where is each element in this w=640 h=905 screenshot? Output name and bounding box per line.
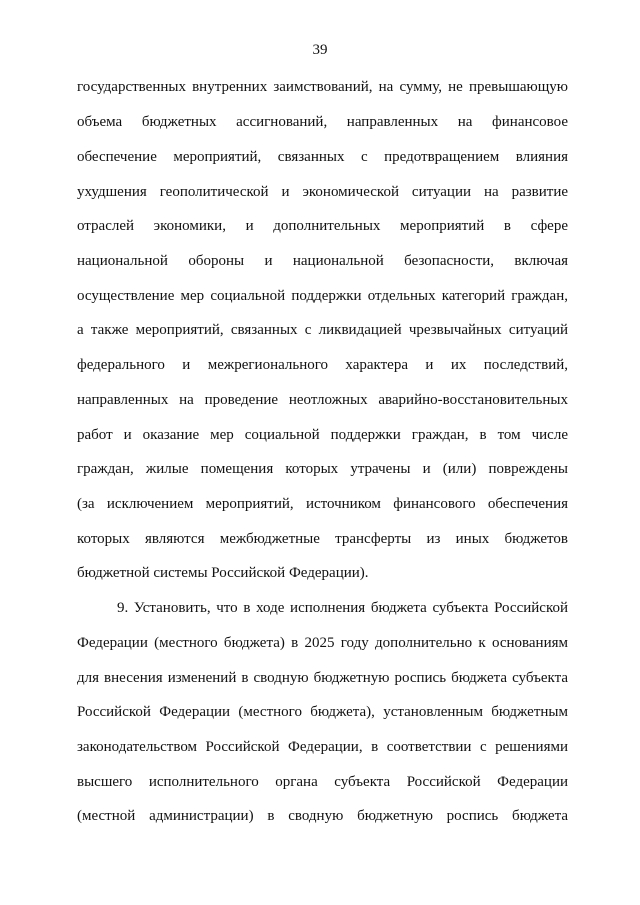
- text-line: для внесения изменений в сводную бюджетную роспись бюджета субъекта: [77, 670, 568, 686]
- text-line: 9. Установить, что в ходе исполнения бюджета субъекта Российской: [117, 600, 568, 616]
- text-line: обеспечение мероприятий, связанных с предотвращением влияния: [77, 149, 568, 165]
- text-line: а также мероприятий, связанных с ликвидацией чрезвычайных ситуаций: [77, 322, 568, 338]
- text-line: Российской Федерации (местного бюджета), установленным бюджетным: [77, 704, 568, 720]
- text-line: ухудшения геополитической и экономической ситуации на развитие: [77, 184, 568, 200]
- text-line: государственных внутренних заимствований, на сумму, не превышающую: [77, 79, 568, 95]
- text-line: (за исключением мероприятий, источником финансового обеспечения: [77, 496, 568, 512]
- text-line: которых являются межбюджетные трансферты из иных бюджетов: [77, 531, 568, 547]
- text-line: высшего исполнительного органа субъекта Российской Федерации: [77, 774, 568, 790]
- text-line: национальной обороны и национальной безопасности, включая: [77, 253, 568, 269]
- text-line: граждан, жилые помещения которых утрачены и (или) повреждены: [77, 461, 568, 477]
- text-line: федерального и межрегионального характера и их последствий,: [77, 357, 568, 373]
- text-line: законодательством Российской Федерации, в соответствии с решениями: [77, 739, 568, 755]
- text-line: бюджетной системы Российской Федерации).: [77, 565, 369, 581]
- text-line: осуществление мер социальной поддержки отдельных категорий граждан,: [77, 288, 568, 304]
- text-line: отраслей экономики, и дополнительных мероприятий в сфере: [77, 218, 568, 234]
- text-line: объема бюджетных ассигнований, направленных на финансовое: [77, 114, 568, 130]
- text-line: Федерации (местного бюджета) в 2025 году дополнительно к основаниям: [77, 635, 568, 651]
- page-number: 39: [312, 42, 328, 58]
- text-line: работ и оказание мер социальной поддержки граждан, в том числе: [77, 427, 568, 443]
- text-line: (местной администрации) в сводную бюджетную роспись бюджета: [77, 808, 568, 824]
- text-line: направленных на проведение неотложных аварийно-восстановительных: [77, 392, 568, 408]
